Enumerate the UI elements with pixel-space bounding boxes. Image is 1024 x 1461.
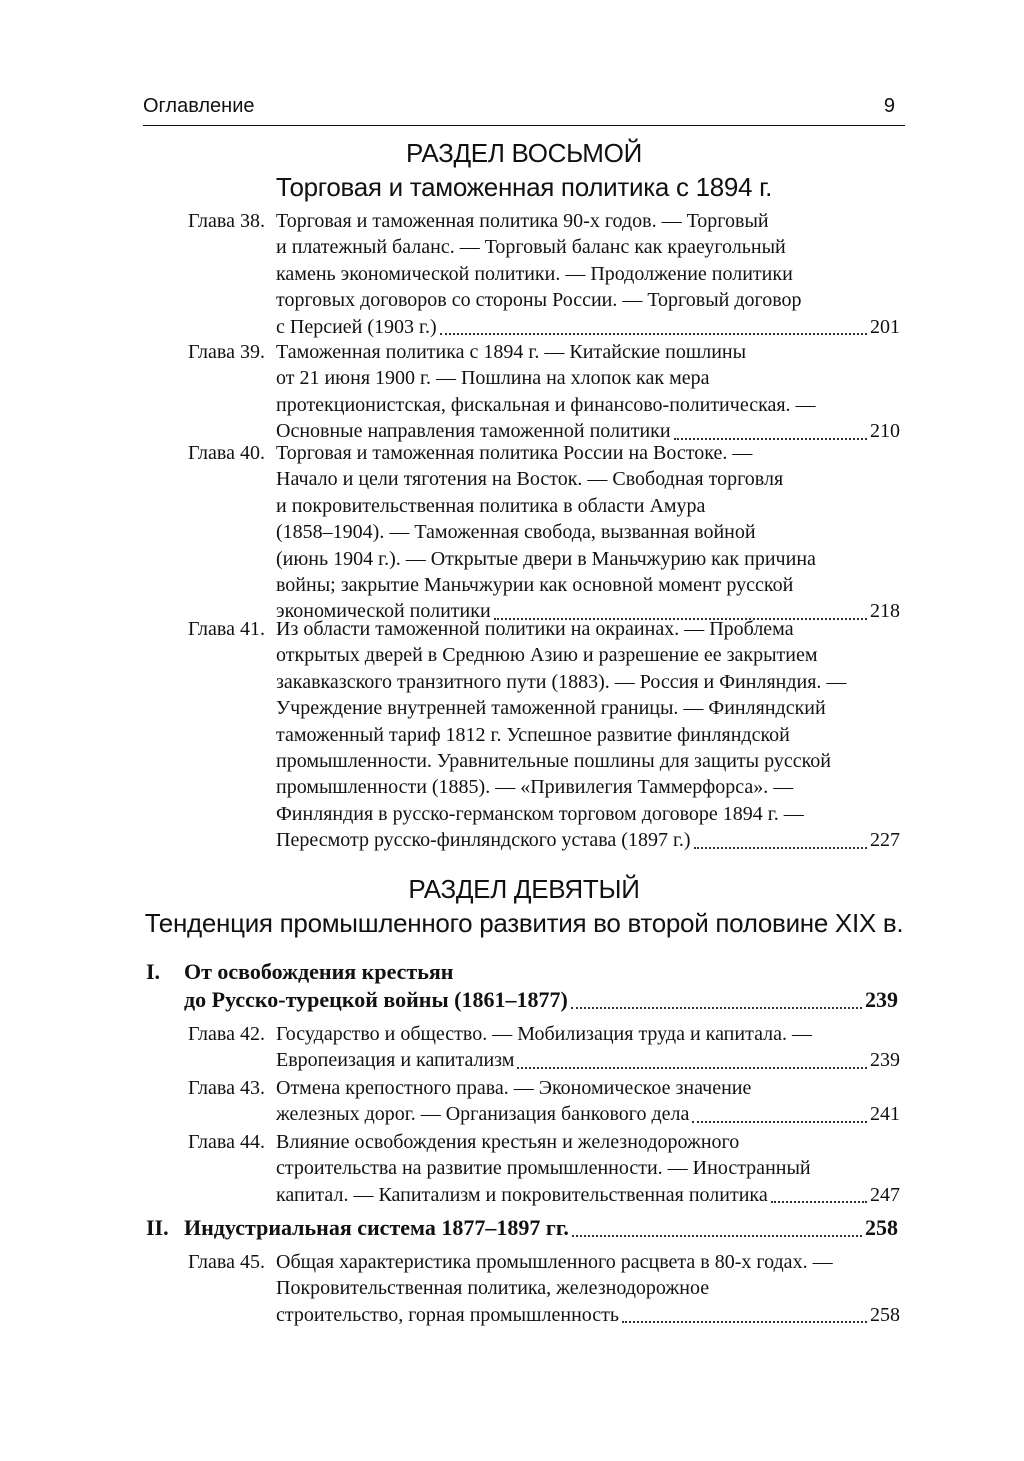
dot-leader bbox=[517, 1066, 867, 1069]
entry-page-number: 241 bbox=[870, 1103, 900, 1126]
dot-leader bbox=[572, 1234, 862, 1237]
entry-text bbox=[276, 339, 900, 445]
entry-line: Торговая и таможенная политика 90-х годов. — Торговый bbox=[276, 210, 769, 232]
entry-text bbox=[276, 1129, 900, 1208]
entry-line: Влияние освобождения крестьян и железнодорожного bbox=[276, 1131, 740, 1153]
entry-line: с Персией (1903 г.) bbox=[276, 315, 437, 338]
entry-line: экономической политики bbox=[276, 600, 491, 623]
entry-text bbox=[276, 440, 900, 625]
entry-text bbox=[276, 1021, 900, 1074]
dot-leader bbox=[622, 1320, 867, 1323]
entry-line: Учреждение внутренней таможенной границы. — Финляндский bbox=[276, 697, 826, 720]
entry-label: I. bbox=[146, 959, 161, 984]
dot-leader bbox=[440, 332, 867, 335]
entry-page-number: 247 bbox=[870, 1183, 900, 1206]
section-8-heading bbox=[143, 136, 905, 204]
section-9-heading bbox=[143, 872, 905, 940]
entry-line: Отмена крепостного права. — Экономическое значение bbox=[276, 1077, 752, 1099]
entry-label: Глава 41. bbox=[188, 618, 265, 640]
entry-line: протекционистская, фискальная и финансово-политическая. — bbox=[276, 393, 816, 416]
header-title: Оглавление bbox=[143, 95, 255, 117]
entry-line: Финляндия в русско-германском торговом договоре 1894 г. — bbox=[276, 802, 804, 825]
entry-label: II. bbox=[146, 1215, 169, 1240]
entry-line: Из области таможенной политики на окраинах. — Проблема bbox=[276, 618, 794, 640]
entry-line: Государство и общество. — Мобилизация труда и капитала. — bbox=[276, 1023, 812, 1045]
entry-line: Общая характеристика промышленного расцвета в 80-х годах. — bbox=[276, 1251, 833, 1273]
entry-line: и платежный баланс. — Торговый баланс как краеугольный bbox=[276, 236, 786, 259]
entry-line: (1858–1904). — Таможенная свобода, вызванная войной bbox=[276, 521, 756, 544]
entry-line: (июнь 1904 г.). — Открытые двери в Маньчжурию как причина bbox=[276, 547, 816, 570]
entry-page-number: 239 bbox=[865, 987, 898, 1012]
entry-line: таможенный тариф 1812 г. Успешное развитие финляндской bbox=[276, 723, 790, 746]
section-subtitle: Торговая и таможенная политика с 1894 г. bbox=[275, 172, 773, 202]
entry-line: промышленности (1885). — «Привилегия Таммерфорса». — bbox=[276, 776, 794, 799]
section-subtitle: Тенденция промышленного развития во второй половине XIX в. bbox=[144, 908, 904, 938]
entry-line: Основные направления таможенной политики bbox=[276, 420, 671, 443]
entry-line: железных дорог. — Организация банкового дела bbox=[276, 1103, 690, 1126]
entry-line: от 21 июня 1900 г. — Пошлина на хлопок как мера bbox=[276, 367, 710, 390]
entry-line: строительства на развитие промышленности. — Иностранный bbox=[276, 1157, 811, 1180]
entry-line: строительство, горная промышленность bbox=[276, 1303, 620, 1326]
entry-label: Глава 44. bbox=[188, 1131, 265, 1153]
entry-text bbox=[276, 1075, 900, 1128]
entry-page-number: 210 bbox=[870, 420, 900, 443]
entry-label: Глава 40. bbox=[188, 442, 265, 464]
running-header bbox=[143, 93, 905, 126]
entry-line: до Русско-турецкой войны (1861–1877) bbox=[184, 987, 568, 1012]
entry-line: торговых договоров со стороны России. — Торговый договор bbox=[276, 289, 802, 312]
entry-page-number: 218 bbox=[870, 600, 900, 623]
entry-text bbox=[276, 616, 900, 854]
entry-page-number: 258 bbox=[865, 1215, 898, 1240]
entry-line: Пересмотр русско-финляндского устава (1897 г.) bbox=[276, 829, 691, 852]
entry-line: и покровительственная политика в области Амура bbox=[276, 494, 706, 517]
entry-line: закавказского транзитного пути (1883). — Россия и Финляндия. — bbox=[276, 670, 847, 693]
section-title: РАЗДЕЛ ДЕВЯТЫЙ bbox=[408, 874, 640, 904]
entry-label: Глава 42. bbox=[188, 1023, 265, 1045]
entry-line: камень экономической политики. — Продолжение политики bbox=[276, 262, 793, 285]
section-title: РАЗДЕЛ ВОСЬМОЙ bbox=[406, 138, 642, 168]
entry-label: Глава 39. bbox=[188, 341, 265, 363]
entry-line: промышленности. Уравнительные пошлины для защиты русской bbox=[276, 750, 831, 773]
entry-text bbox=[184, 1214, 898, 1242]
dot-leader bbox=[771, 1200, 867, 1203]
entry-line: Индустриальная система 1877–1897 гг. bbox=[184, 1215, 569, 1240]
entry-label: Глава 45. bbox=[188, 1251, 265, 1273]
entry-page-number: 227 bbox=[870, 829, 900, 852]
entry-line: От освобождения крестьян bbox=[184, 959, 454, 984]
entry-line: Начало и цели тяготения на Восток. — Свободная торговля bbox=[276, 468, 784, 491]
entry-line: открытых дверей в Среднюю Азию и разрешение ее закрытием bbox=[276, 644, 818, 667]
entry-line: Покровительственная политика, железнодорожное bbox=[276, 1277, 710, 1300]
entry-label: Глава 43. bbox=[188, 1077, 265, 1099]
page-number: 9 bbox=[883, 95, 895, 117]
dot-leader bbox=[692, 1120, 867, 1123]
entry-line: Таможенная политика с 1894 г. — Китайские пошлины bbox=[276, 341, 747, 363]
entry-line: Европеизация и капитализм bbox=[276, 1049, 515, 1072]
entry-text bbox=[276, 1249, 900, 1328]
entry-line: Торговая и таможенная политика России на Востоке. — bbox=[276, 442, 753, 464]
entry-text bbox=[276, 208, 900, 340]
entry-line: войны; закрытие Маньчжурии как основной момент русской bbox=[276, 574, 794, 597]
entry-label: Глава 38. bbox=[188, 210, 265, 232]
entry-page-number: 239 bbox=[870, 1049, 900, 1072]
entry-page-number: 201 bbox=[870, 315, 900, 338]
dot-leader bbox=[694, 846, 867, 849]
entry-text bbox=[184, 958, 898, 1014]
dot-leader bbox=[571, 1006, 862, 1009]
entry-line: капитал. — Капитализм и покровительственная политика bbox=[276, 1183, 768, 1206]
entry-page-number: 258 bbox=[870, 1303, 900, 1326]
